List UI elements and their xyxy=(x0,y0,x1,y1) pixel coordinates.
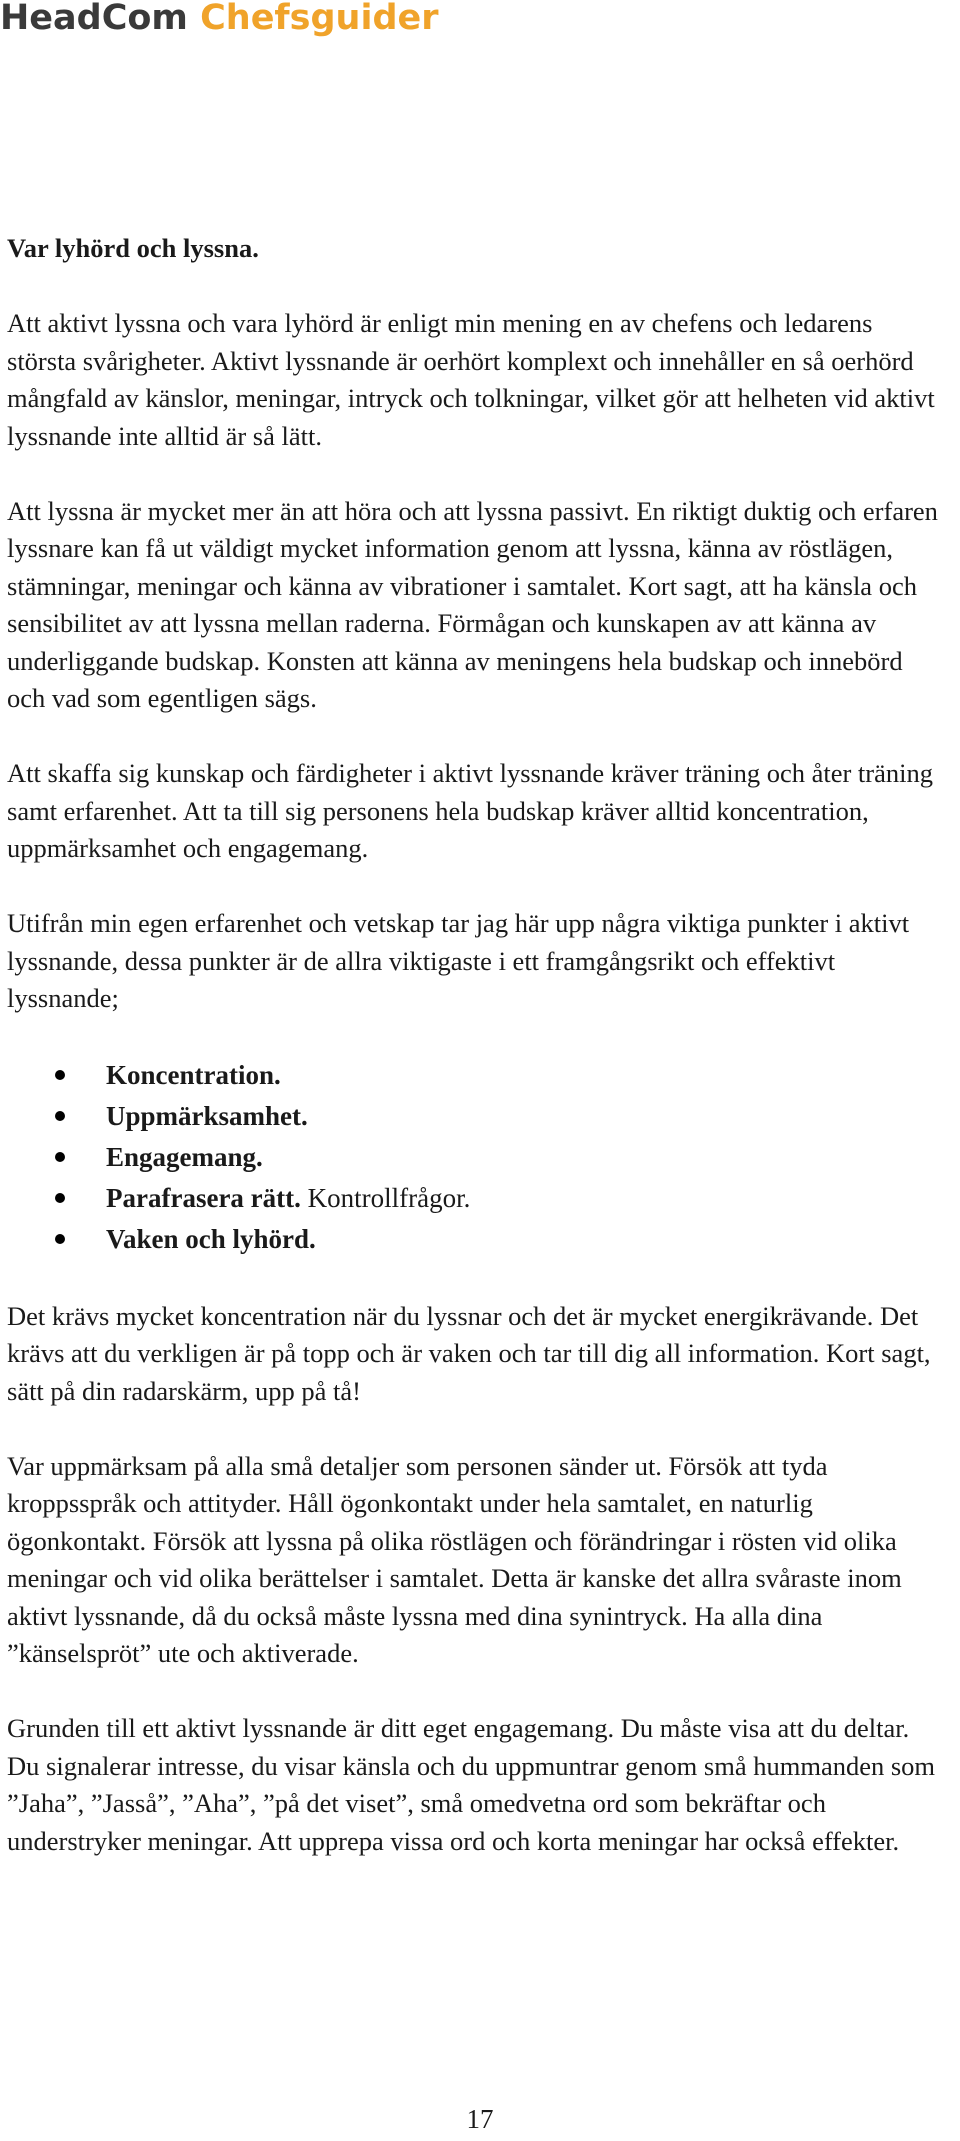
page-number: 17 xyxy=(466,2104,494,2134)
bullet-icon xyxy=(55,1111,65,1121)
list-item-bold: Engagemang. xyxy=(106,1142,263,1172)
list-item-bold: Vaken och lyhörd. xyxy=(106,1224,316,1254)
paragraph: Det krävs mycket koncentration när du lyssnar och det är mycket energikrävande. Det krävs att du verkligen är på topp och är vaken och tar till dig all information. Kort sagt, sätt på din radarskärm, upp på tå! xyxy=(7,1300,931,1406)
list-item xyxy=(7,1055,942,1096)
section-heading: Var lyhörd och lyssna. xyxy=(7,233,259,263)
list-item-bold: Uppmärksamhet. xyxy=(106,1101,308,1131)
paragraph: Att lyssna är mycket mer än att höra och att lyssna passivt. En riktigt duktig och erfaren lyssnare kan få ut väldigt mycket information genom att lyssna, känna av röstlägen, stämningar, meningar och känna av vibrationer i samtalet. Kort sagt, att ha känsla och sensibilitet av att lyssna mellan raderna. Förmågan och kunskapen av att känna av underliggande budskap. Konsten att känna av meningens hela budskap och innebörd och vad som egentligen sägs. xyxy=(7,495,938,713)
list-item-bold: Koncentration. xyxy=(106,1060,281,1090)
paragraph: Att skaffa sig kunskap och färdigheter i aktivt lyssnande kräver träning och åter träning samt erfarenhet. Att ta till sig personens hela budskap kräver alltid koncentration, uppmärksamhet och engagemang. xyxy=(7,758,933,863)
bullet-icon xyxy=(55,1152,65,1162)
bullet-icon xyxy=(55,1234,65,1244)
bullet-icon xyxy=(55,1193,65,1203)
page-content xyxy=(7,230,942,1898)
list-item xyxy=(7,1137,942,1178)
brand-headcom: HeadCom xyxy=(0,0,188,38)
paragraph: Var uppmärksam på alla små detaljer som personen sänder ut. Försök att tyda kroppsspråk och attityder. Håll ögonkontakt under hela samtalet, en naturlig ögonkontakt. Försök att lyssna på olika röstlägen och förändringar i rösten vid olika meningar och vid olika berättelser i samtalet. Detta är kanske det allra svåraste inom aktivt lyssnande, då du också måste lyssna med dina synintryck. Ha alla dina ”känselspröt” ute och aktiverade. xyxy=(7,1450,902,1668)
document-header xyxy=(0,0,439,36)
paragraph: Grunden till ett aktivt lyssnande är ditt eget engagemang. Du måste visa att du deltar. Du signalerar intresse, du visar känsla och du uppmuntrar genom små hummanden som ”Jaha”, ”Jasså”, ”Aha”, ”på det viset”, små omedvetna ord som bekräftar och understryker meningar. Att upprepa vissa ord och korta meningar har också effekter. xyxy=(7,1713,936,1856)
list-item-rest: Kontrollfrågor. xyxy=(300,1183,471,1213)
list-item-bold: Parafrasera rätt. xyxy=(106,1183,301,1213)
key-points-list xyxy=(7,1055,942,1260)
bullet-icon xyxy=(55,1070,65,1080)
list-item xyxy=(7,1096,942,1137)
brand-chefsguider: Chefsguider xyxy=(200,0,439,38)
list-item xyxy=(7,1178,942,1219)
list-item xyxy=(7,1219,942,1260)
paragraph: Utifrån min egen erfarenhet och vetskap tar jag här upp några viktiga punkter i aktivt lyssnande, dessa punkter är de allra viktigaste i ett framgångsrikt och effektivt lyssnande; xyxy=(7,908,910,1013)
paragraph: Att aktivt lyssna och vara lyhörd är enligt min mening en av chefens och ledarens största svårigheter. Aktivt lyssnande är oerhört komplext och innehåller en så oerhörd mångfald av känslor, meningar, intryck och tolkningar, vilket gör att helheten vid aktivt lyssnande inte alltid är så lätt. xyxy=(7,308,935,451)
